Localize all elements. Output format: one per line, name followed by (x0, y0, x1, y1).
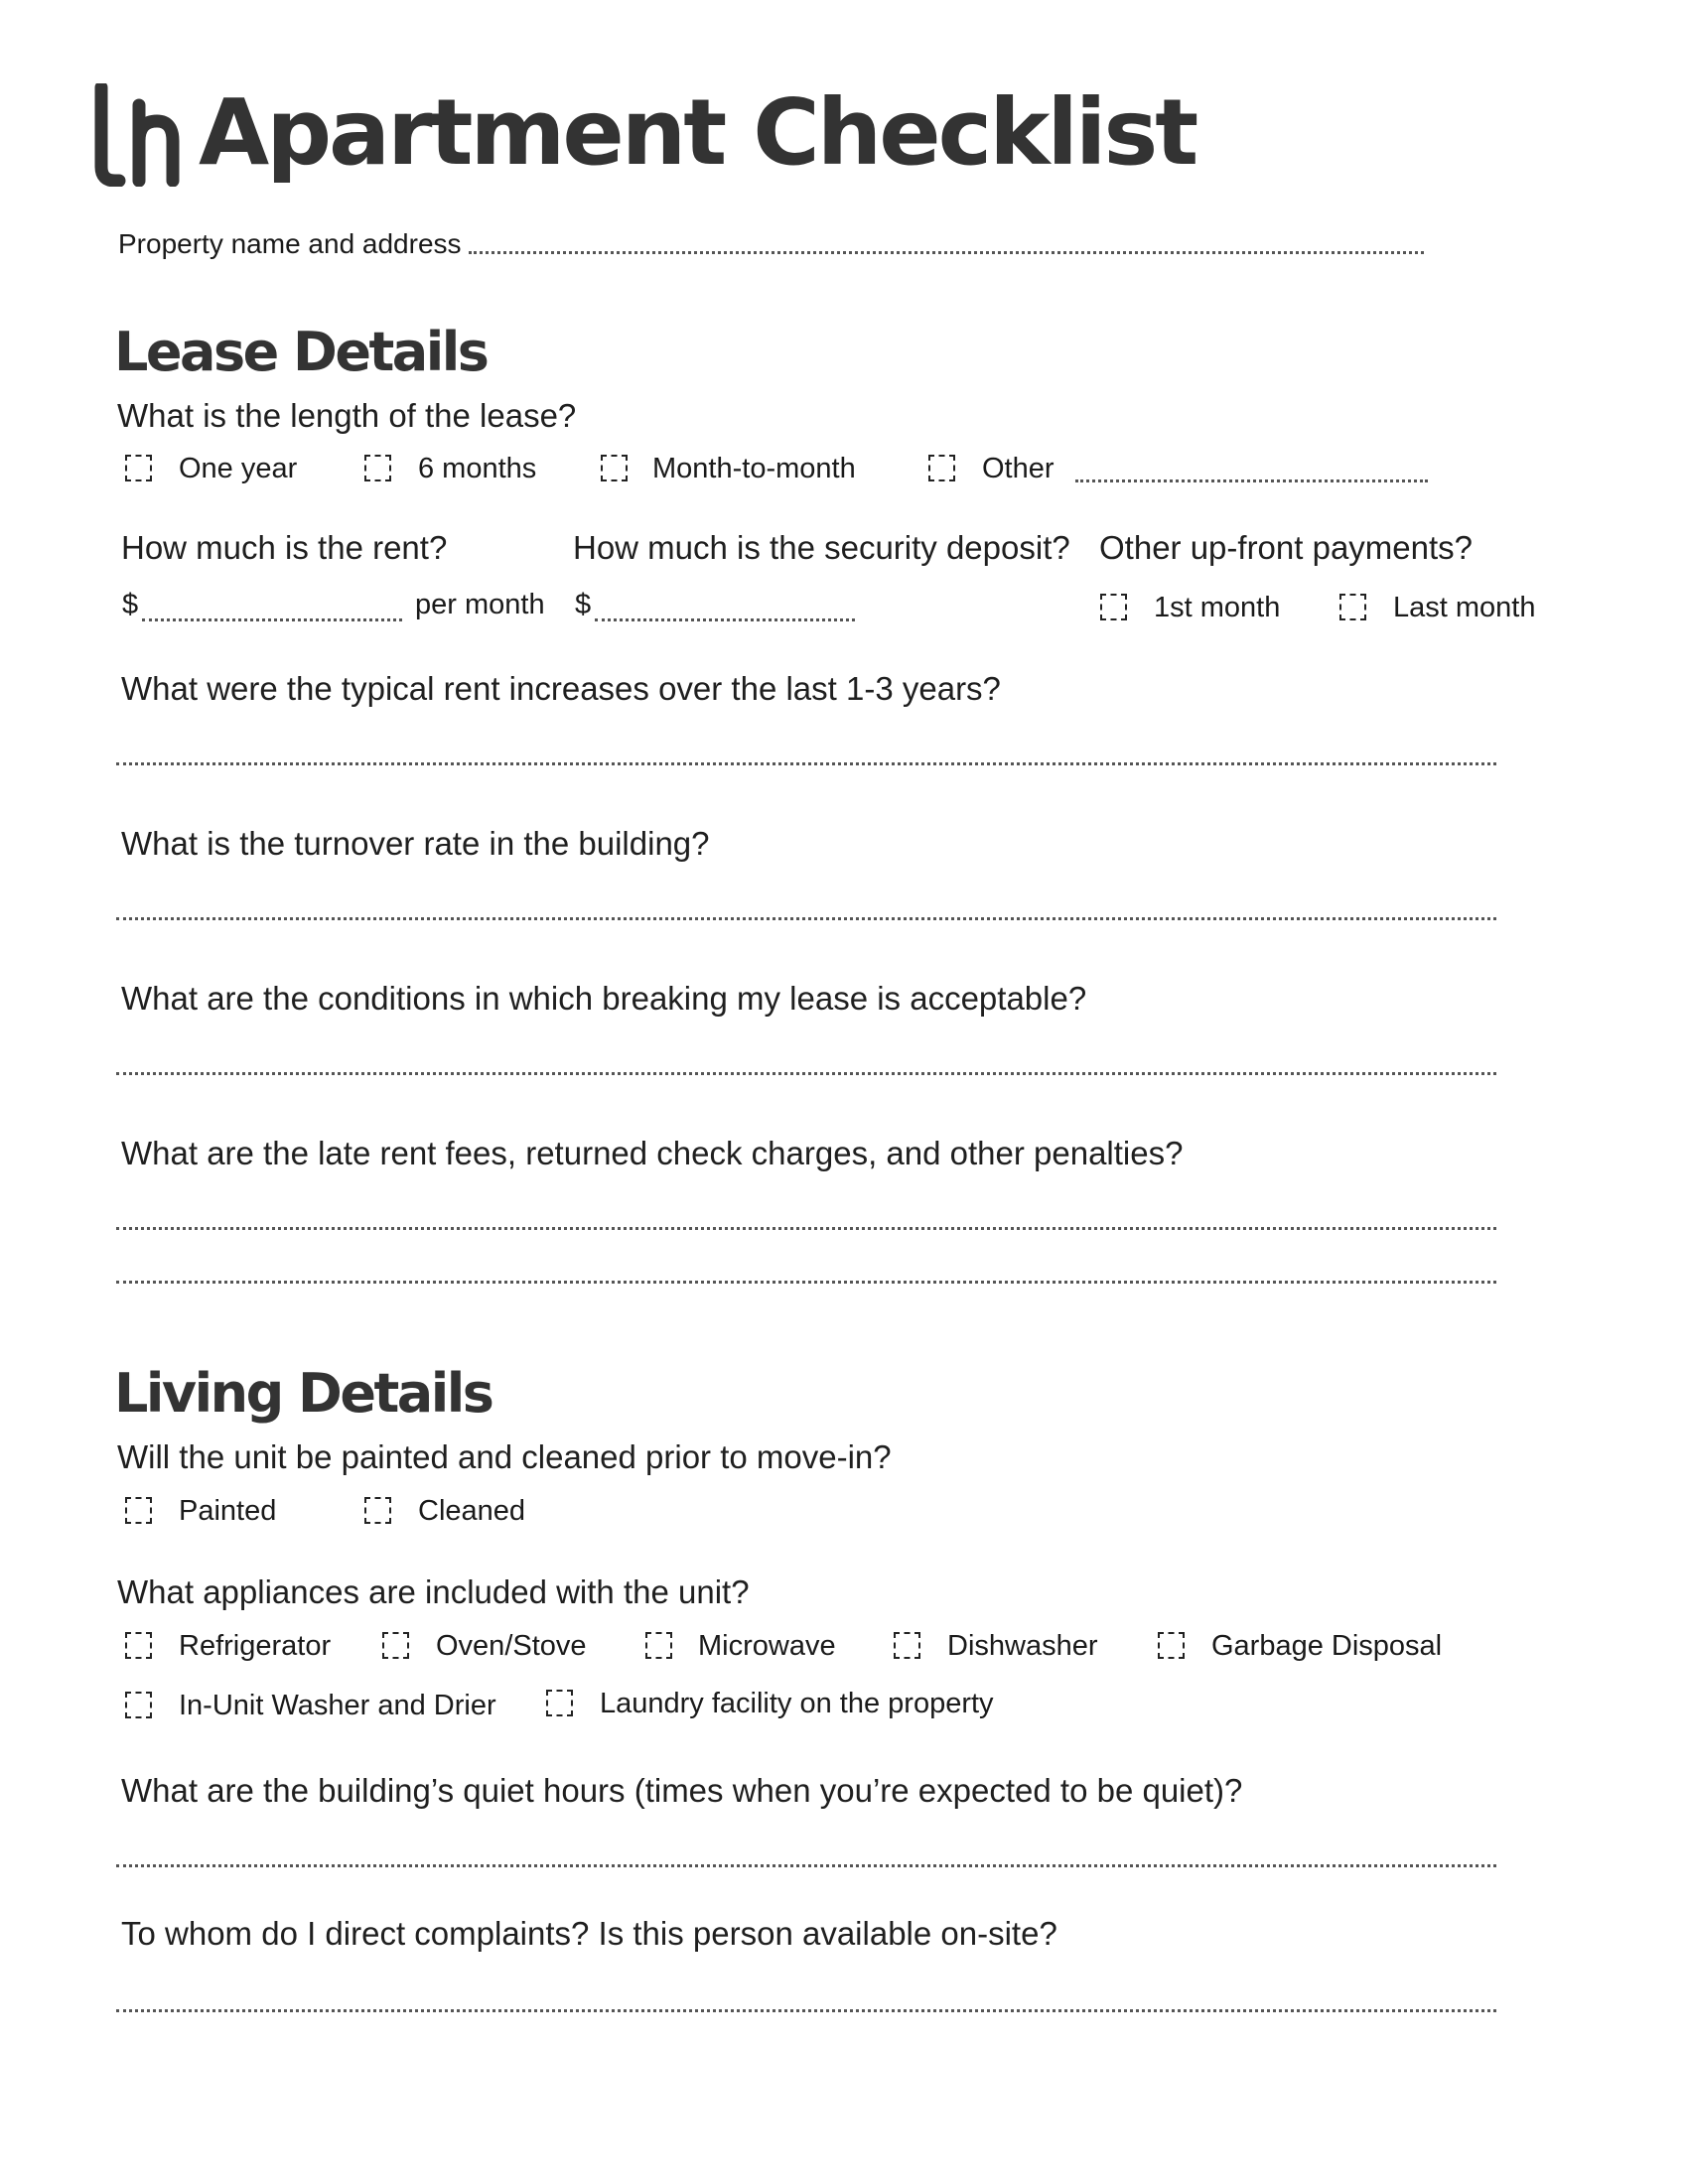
checkbox-garbage-disposal[interactable] (1158, 1632, 1185, 1659)
checkbox-month-to-month[interactable] (601, 455, 628, 481)
lease-length-question: What is the length of the lease? (117, 397, 577, 434)
property-label: Property name and address (118, 228, 462, 259)
property-input-line[interactable] (469, 251, 1424, 254)
deposit-currency: $ (575, 589, 592, 620)
late-fees-input-line-2[interactable] (116, 1281, 1496, 1284)
option-in-unit-washer-label: In-Unit Washer and Drier (179, 1690, 496, 1721)
rent-suffix: per month (415, 589, 545, 620)
quiet-hours-question: What are the building’s quiet hours (times when you’re expected to be quiet)? (121, 1772, 1243, 1809)
option-one-year-label: One year (179, 453, 298, 484)
checkbox-1st-month[interactable] (1100, 594, 1127, 620)
lease-details-heading: Lease Details (114, 321, 488, 383)
living-details-heading: Living Details (114, 1362, 492, 1425)
checkbox-6-months[interactable] (364, 455, 391, 481)
option-cleaned-label: Cleaned (418, 1495, 526, 1527)
rent-input-line[interactable] (142, 618, 402, 621)
option-6-months-label: 6 months (418, 453, 537, 484)
checkbox-painted[interactable] (125, 1497, 152, 1524)
rent-currency: $ (122, 589, 139, 620)
checkbox-microwave[interactable] (645, 1632, 672, 1659)
lease-breaking-input-line[interactable] (116, 1072, 1496, 1075)
complaints-input-line[interactable] (116, 2009, 1496, 2012)
option-garbage-disposal-label: Garbage Disposal (1211, 1630, 1443, 1662)
checkbox-cleaned[interactable] (364, 1497, 391, 1524)
rent-increases-input-line[interactable] (116, 762, 1496, 765)
upfront-question: Other up-front payments? (1099, 529, 1474, 566)
checkbox-last-month[interactable] (1339, 594, 1366, 620)
turnover-input-line[interactable] (116, 917, 1496, 920)
option-refrigerator-label: Refrigerator (179, 1630, 332, 1662)
checkbox-dishwasher[interactable] (894, 1632, 920, 1659)
late-fees-question: What are the late rent fees, returned check charges, and other penalties? (121, 1135, 1184, 1171)
checkbox-refrigerator[interactable] (125, 1632, 152, 1659)
option-laundry-facility-label: Laundry facility on the property (600, 1688, 994, 1719)
painted-cleaned-question: Will the unit be painted and cleaned prior to move-in? (117, 1438, 892, 1475)
checkbox-in-unit-washer[interactable] (125, 1692, 152, 1718)
appliances-question: What appliances are included with the unit? (117, 1573, 750, 1610)
other-length-input-line[interactable] (1075, 479, 1428, 482)
option-oven-stove-label: Oven/Stove (436, 1630, 587, 1662)
option-last-month-label: Last month (1393, 592, 1536, 623)
rent-increases-question: What were the typical rent increases over the last 1-3 years? (121, 670, 1001, 707)
quiet-hours-input-line[interactable] (116, 1864, 1496, 1867)
lease-breaking-question: What are the conditions in which breaking my lease is acceptable? (121, 980, 1087, 1017)
rent-question: How much is the rent? (121, 529, 448, 566)
option-1st-month-label: 1st month (1154, 592, 1281, 623)
deposit-question: How much is the security deposit? (573, 529, 1070, 566)
checkbox-laundry-facility[interactable] (546, 1690, 573, 1716)
option-painted-label: Painted (179, 1495, 277, 1527)
page-title: Apartment Checklist (199, 79, 1196, 186)
option-dishwasher-label: Dishwasher (947, 1630, 1098, 1662)
complaints-question: To whom do I direct complaints? Is this person available on-site? (121, 1915, 1057, 1952)
option-month-to-month-label: Month-to-month (652, 453, 856, 484)
turnover-question: What is the turnover rate in the building? (121, 825, 710, 862)
lh-logo-icon (91, 83, 181, 187)
option-other-label: Other (982, 453, 1055, 484)
deposit-input-line[interactable] (595, 618, 855, 621)
checkbox-oven-stove[interactable] (382, 1632, 409, 1659)
checkbox-other[interactable] (928, 455, 955, 481)
late-fees-input-line-1[interactable] (116, 1227, 1496, 1230)
checkbox-one-year[interactable] (125, 455, 152, 481)
option-microwave-label: Microwave (698, 1630, 836, 1662)
